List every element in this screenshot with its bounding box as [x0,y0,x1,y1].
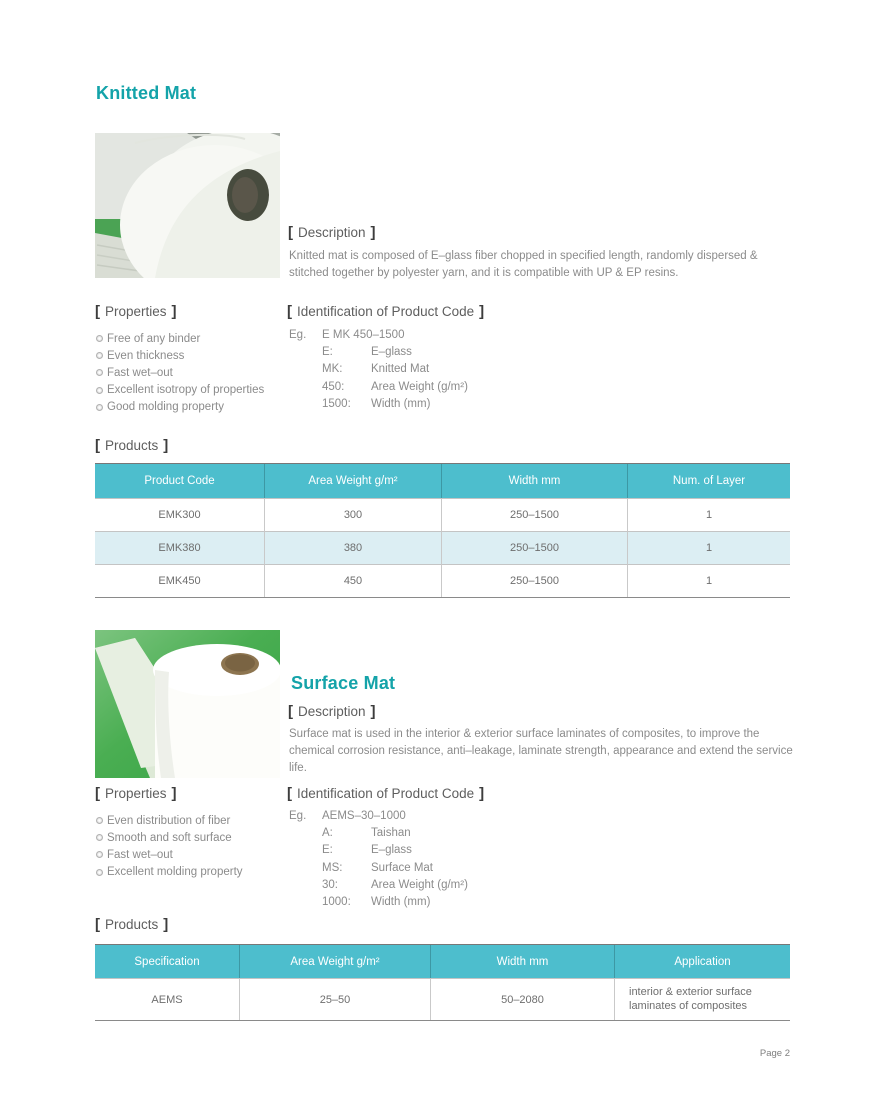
ring-bullet-icon [96,387,103,394]
column-header: Num. of Layer [672,475,746,487]
code-item: 1500: Width (mm) [322,397,431,410]
page-number: Page 2 [759,1048,790,1059]
right-bracket: ] [171,303,177,320]
left-bracket: [ [288,224,293,241]
knitted-products-table [95,463,790,598]
code-item: A: Taishan [322,827,411,840]
ring-bullet-icon [96,869,103,876]
column-header: Specification [95,945,240,978]
table-row: EMK380 380 250–1500 1 [95,531,790,564]
column-header: Width mm [431,945,615,978]
code-item: E: E–glass [322,844,412,857]
knitted-description-heading: [ Description ] [288,224,376,241]
right-bracket: ] [370,224,376,241]
surface-properties-heading: [ Properties ] [95,785,177,802]
list-item: Fast wet–out [96,364,264,381]
list-item: Fast wet–out [96,846,243,863]
table-row: EMK450 450 250–1500 1 [95,564,790,597]
surface-mat-roll-illustration [95,630,280,778]
right-bracket: ] [163,437,169,454]
ring-bullet-icon [96,369,103,376]
left-bracket: [ [95,916,100,933]
ring-bullet-icon [96,404,103,411]
column-header: Width mm [442,464,628,498]
ring-bullet-icon [96,335,103,342]
knitted-products-heading: [ Products ] [95,437,169,454]
knitted-mat-photo [95,133,280,278]
surface-products-heading: [ Products ] [95,916,169,933]
surface-description-heading: [ Description ] [288,703,376,720]
knitted-description-text: Knitted mat is composed of E–glass fiber chopped in specified length, randomly dispersed & stitched together by polyester yarn, and it is compatible with UP & EP resins. [289,250,758,279]
surface-mat-title: Surface Mat [291,673,396,693]
surface-properties-list [96,812,243,881]
left-bracket: [ [288,703,293,720]
list-item: Free of any binder [96,330,264,347]
ring-bullet-icon [96,352,103,359]
right-bracket: ] [171,785,177,802]
left-bracket: [ [95,437,100,454]
left-bracket: [ [95,303,100,320]
knitted-mat-title: Knitted Mat [96,83,197,103]
right-bracket: ] [163,916,169,933]
list-item: Smooth and soft surface [96,829,243,846]
surface-mat-photo [95,630,280,778]
right-bracket: ] [479,785,485,802]
right-bracket: ] [370,703,376,720]
knitted-properties-list [96,330,264,416]
code-example-row: Eg. E MK 450–1500 [289,329,405,341]
code-item: 30: Area Weight (g/m²) [322,878,468,891]
column-header: Application [674,955,731,968]
column-header: Area Weight g/m² [265,464,442,498]
code-item: 450: Area Weight (g/m²) [322,380,468,393]
knitted-properties-heading: [ Properties ] [95,303,177,320]
code-item: E: E–glass [322,346,412,359]
list-item: Even thickness [96,347,264,364]
left-bracket: [ [287,303,292,320]
code-item: MK: Knitted Mat [322,363,430,376]
knitted-code-example [289,327,468,413]
knitted-code-heading: [ Identification of Product Code ] [287,303,485,320]
ring-bullet-icon [96,834,103,841]
code-item: 1000: Width (mm) [322,896,431,909]
surface-code-heading: [ Identification of Product Code ] [287,785,485,802]
surface-products-table [95,944,790,1021]
code-example-row: Eg. AEMS–30–1000 [289,810,406,822]
code-item: MS: Surface Mat [322,861,433,874]
column-header: Product Code [95,464,265,498]
list-item: Even distribution of fiber [96,812,243,829]
list-item: Excellent molding property [96,864,243,881]
list-item: Excellent isotropy of properties [96,382,264,399]
knitted-mat-roll-illustration [95,133,280,278]
table-row: EMK300 300 250–1500 1 [95,498,790,531]
surface-description-text: Surface mat is used in the interior & exterior surface laminates of composites, to improve the chemical corrosion resistance, anti–leakage, laminate strength, appearance and extend the service life. [289,728,793,774]
ring-bullet-icon [96,851,103,858]
ring-bullet-icon [96,817,103,824]
surface-code-example [289,808,468,911]
left-bracket: [ [95,785,100,802]
left-bracket: [ [287,785,292,802]
table-header-row [95,464,790,498]
table-row: AEMS 25–50 50–2080 interior & exterior surface laminates of composites [95,978,790,1020]
table-header-row [95,945,790,978]
list-item: Good molding property [96,399,264,416]
right-bracket: ] [479,303,485,320]
column-header: Area Weight g/m² [240,945,431,978]
